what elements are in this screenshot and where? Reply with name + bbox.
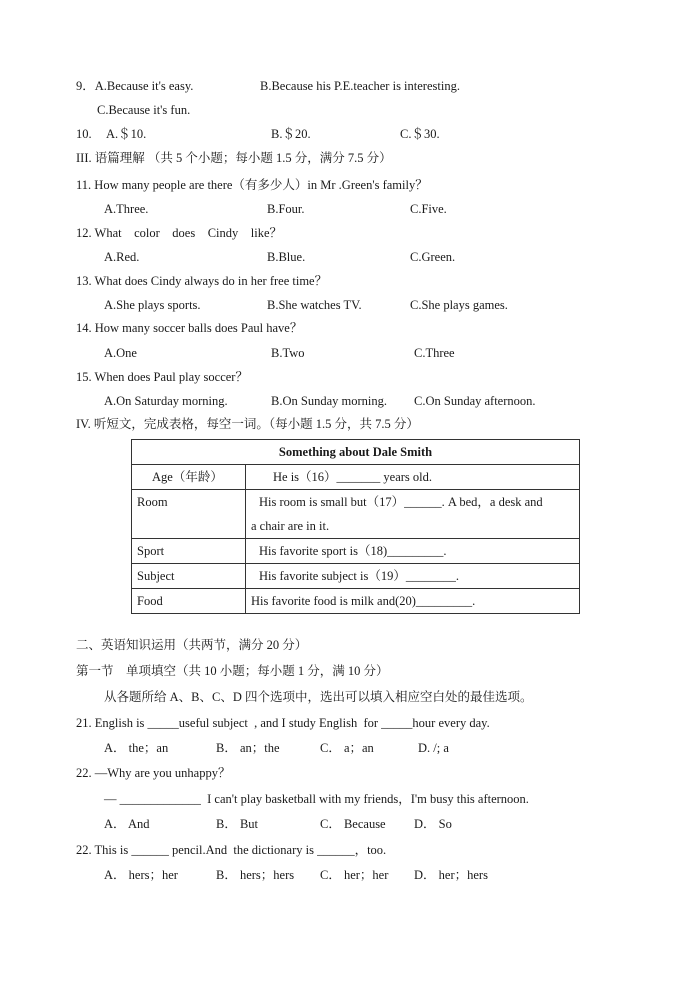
q22b-option-d: D． her；hers: [414, 868, 488, 882]
q22-option-d: D． So: [414, 817, 452, 831]
q9-option-c: C.Because it's fun.: [97, 103, 191, 117]
q12-option-c: C.Green.: [410, 250, 456, 264]
q21-option-c: C． a；an: [320, 741, 374, 755]
table-cell-sport: His favorite sport is（18)_________.: [246, 539, 580, 564]
q10-option-a: A.＄10.: [106, 127, 147, 141]
q14-question: 14. How many soccer balls does Paul have？: [76, 321, 303, 335]
q13-option-b: B.She watches TV.: [267, 298, 362, 312]
q22b-option-b: B． hers；hers: [216, 868, 295, 882]
q21-question: 21. English is _____useful subject , and I study English for _____hour every day.: [76, 716, 490, 730]
table-cell-subject: His favorite subject is（19）________.: [246, 564, 580, 589]
q22-option-b: B． But: [216, 817, 259, 831]
q21-option-a: A． the；an: [104, 741, 169, 755]
q10-number: 10.: [76, 127, 92, 141]
q14-option-a: A.One: [104, 346, 137, 360]
q21-option-b: B． an；the: [216, 741, 280, 755]
q15-option-a: A.On Saturday morning.: [104, 394, 228, 408]
part-2-heading: 二、英语知识运用（共两节，满分 20 分）: [76, 638, 308, 652]
q15-question: 15. When does Paul play soccer？: [76, 370, 248, 384]
q10-option-c: C.＄30.: [400, 127, 440, 141]
q22b-question: 22. This is ______ pencil.And the dictionary is ______，too.: [76, 843, 387, 857]
q15-option-b: B.On Sunday morning.: [271, 394, 387, 408]
section-4-heading: IV. 听短文，完成表格，每空一词。（每小题 1.5 分，共 7.5 分）: [76, 417, 419, 431]
q12-option-b: B.Blue.: [267, 250, 306, 264]
table-cell-room-line1: His room is small but（17）______. A bed，a desk and: [259, 495, 543, 509]
q11-option-b: B.Four.: [267, 202, 305, 216]
q22b-option-a: A． hers；her: [104, 868, 178, 882]
q10-option-b: B.＄20.: [271, 127, 311, 141]
table-label-food: Food: [132, 589, 246, 614]
table-label-subject: Subject: [132, 564, 246, 589]
q12-option-a: A.Red.: [104, 250, 140, 264]
q15-option-c: C.On Sunday afternoon.: [414, 394, 536, 408]
q12-question: 12. What color does Cindy like？: [76, 226, 282, 240]
section-1-heading: 第一节 单项填空（共 10 小题；每小题 1 分，满 10 分）: [76, 664, 389, 678]
q9-option-a: 9．A.Because it's easy.: [76, 79, 194, 93]
q22-option-a: A． And: [104, 817, 150, 831]
table-cell-room: [246, 490, 580, 539]
section-3-heading: III. 语篇理解 （共 5 个小题；每小题 1.5 分，满分 7.5 分）: [76, 151, 392, 165]
table-label-sport: Sport: [132, 539, 246, 564]
q22b-option-c: C． her；her: [320, 868, 389, 882]
instructions: 从各题所给 A、B、C、D 四个选项中，选出可以填入相应空白处的最佳选项。: [104, 690, 533, 704]
q22-option-c: C． Because: [320, 817, 386, 831]
table-cell-room-line2: a chair are in it.: [251, 519, 330, 533]
table-title: Something about Dale Smith: [132, 440, 580, 465]
q13-question: 13. What does Cindy always do in her free time？: [76, 274, 328, 288]
q11-option-c: C.Five.: [410, 202, 447, 216]
q22-response: — _____________ I can't play basketball with my friends，I'm busy this afternoon.: [104, 792, 529, 806]
table-cell-age: He is（16）_______ years old.: [246, 465, 580, 490]
table-label-room: Room: [132, 490, 246, 539]
q11-option-a: A.Three.: [104, 202, 149, 216]
q21-option-d: D. /; a: [418, 741, 449, 755]
q9-option-b: B.Because his P.E.teacher is interesting.: [260, 79, 460, 93]
q14-option-c: C.Three: [414, 346, 455, 360]
q13-option-a: A.She plays sports.: [104, 298, 201, 312]
q14-option-b: B.Two: [271, 346, 305, 360]
q11-question: 11. How many people are there（有多少人）in Mr .Green's family？: [76, 178, 428, 192]
dale-smith-table: [131, 439, 580, 614]
q13-option-c: C.She plays games.: [410, 298, 508, 312]
table-label-age: Age（年龄）: [132, 465, 246, 490]
table-cell-food: His favorite food is milk and(20)_________.: [246, 589, 580, 614]
q22-question: 22. —Why are you unhappy？: [76, 766, 231, 780]
